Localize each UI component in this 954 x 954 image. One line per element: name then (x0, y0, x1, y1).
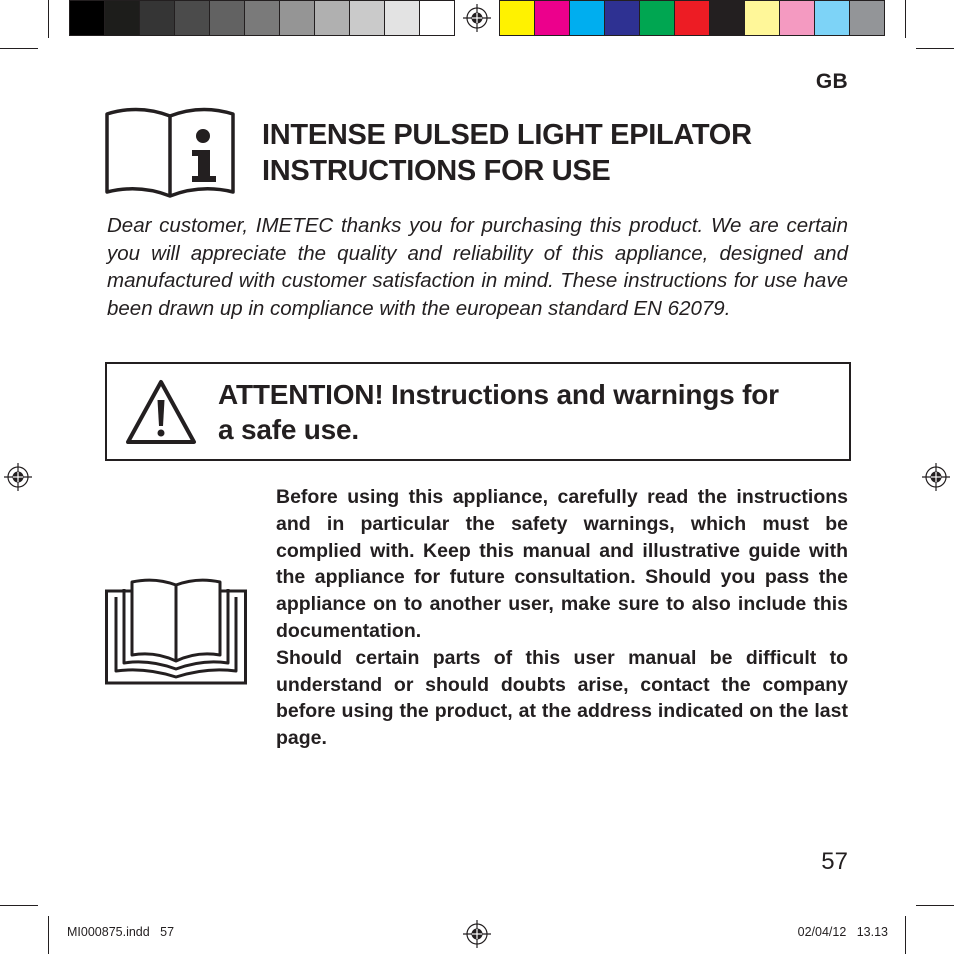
body-paragraph-2: Should certain parts of this user manual be difficult to understand or should doubts arise, contact the company before using the product, at the address indicated on the last page. (276, 646, 848, 750)
color-swatch (569, 0, 605, 36)
safety-instructions (276, 484, 848, 752)
color-swatch (104, 0, 140, 36)
registration-mark-icon (921, 462, 951, 492)
color-swatch (534, 0, 570, 36)
color-swatch (604, 0, 640, 36)
attention-box (105, 362, 851, 461)
page-number: 57 (821, 848, 848, 875)
attention-line-1: ATTENTION! Instructions and warnings for (218, 379, 779, 410)
crop-mark (0, 905, 38, 906)
color-swatch (499, 0, 535, 36)
title-line-2: INSTRUCTIONS FOR USE (262, 155, 611, 187)
page-title (262, 117, 752, 189)
crop-mark (48, 0, 49, 38)
color-swatch (744, 0, 780, 36)
color-swatch (139, 0, 175, 36)
registration-mark-icon (3, 462, 33, 492)
registration-mark-icon (462, 919, 492, 949)
color-swatch (384, 0, 420, 36)
color-swatch (674, 0, 710, 36)
crop-mark (0, 48, 38, 49)
file-slug: MI000875.indd 57 (67, 925, 175, 939)
color-swatch (69, 0, 105, 36)
warning-triangle-icon (125, 378, 197, 446)
registration-mark-icon (462, 3, 492, 33)
color-swatch (639, 0, 675, 36)
crop-mark (905, 0, 906, 38)
intro-paragraph: Dear customer, IMETEC thanks you for purchasing this product. We are certain you will appreciate the quality and reliability of this appliance, designed and manufactured with customer satisfaction in mind. These instructions for use have been drawn up in compliance with the european standard EN 62079. (107, 214, 848, 320)
crop-mark (916, 48, 954, 49)
color-swatch (419, 0, 455, 36)
color-swatch (709, 0, 745, 36)
grayscale-color-bar (69, 0, 454, 36)
color-swatch (849, 0, 885, 36)
language-tag: GB (815, 70, 848, 93)
color-swatch (209, 0, 245, 36)
print-datetime: 02/04/12 13.13 (797, 925, 888, 939)
color-swatch (779, 0, 815, 36)
color-swatch (349, 0, 385, 36)
crop-mark (48, 916, 49, 954)
crop-mark (905, 916, 906, 954)
crop-mark (916, 905, 954, 906)
color-swatch (314, 0, 350, 36)
process-color-bar (499, 0, 884, 36)
attention-heading (218, 377, 779, 447)
info-book-icon (104, 104, 236, 200)
color-swatch (174, 0, 210, 36)
open-book-icon (105, 577, 247, 685)
attention-line-2: a safe use. (218, 414, 359, 445)
color-swatch (814, 0, 850, 36)
body-paragraph-1: Before using this appliance, carefully read the instructions and in particular the safety warnings, which must be complied with. Keep this manual and illustrative guide with the appliance for future consultation. Should you pass the appliance on to another user, make sure to also include this documentation. (276, 486, 848, 642)
color-swatch (279, 0, 315, 36)
color-swatch (244, 0, 280, 36)
title-line-1: INTENSE PULSED LIGHT EPILATOR (262, 119, 752, 151)
